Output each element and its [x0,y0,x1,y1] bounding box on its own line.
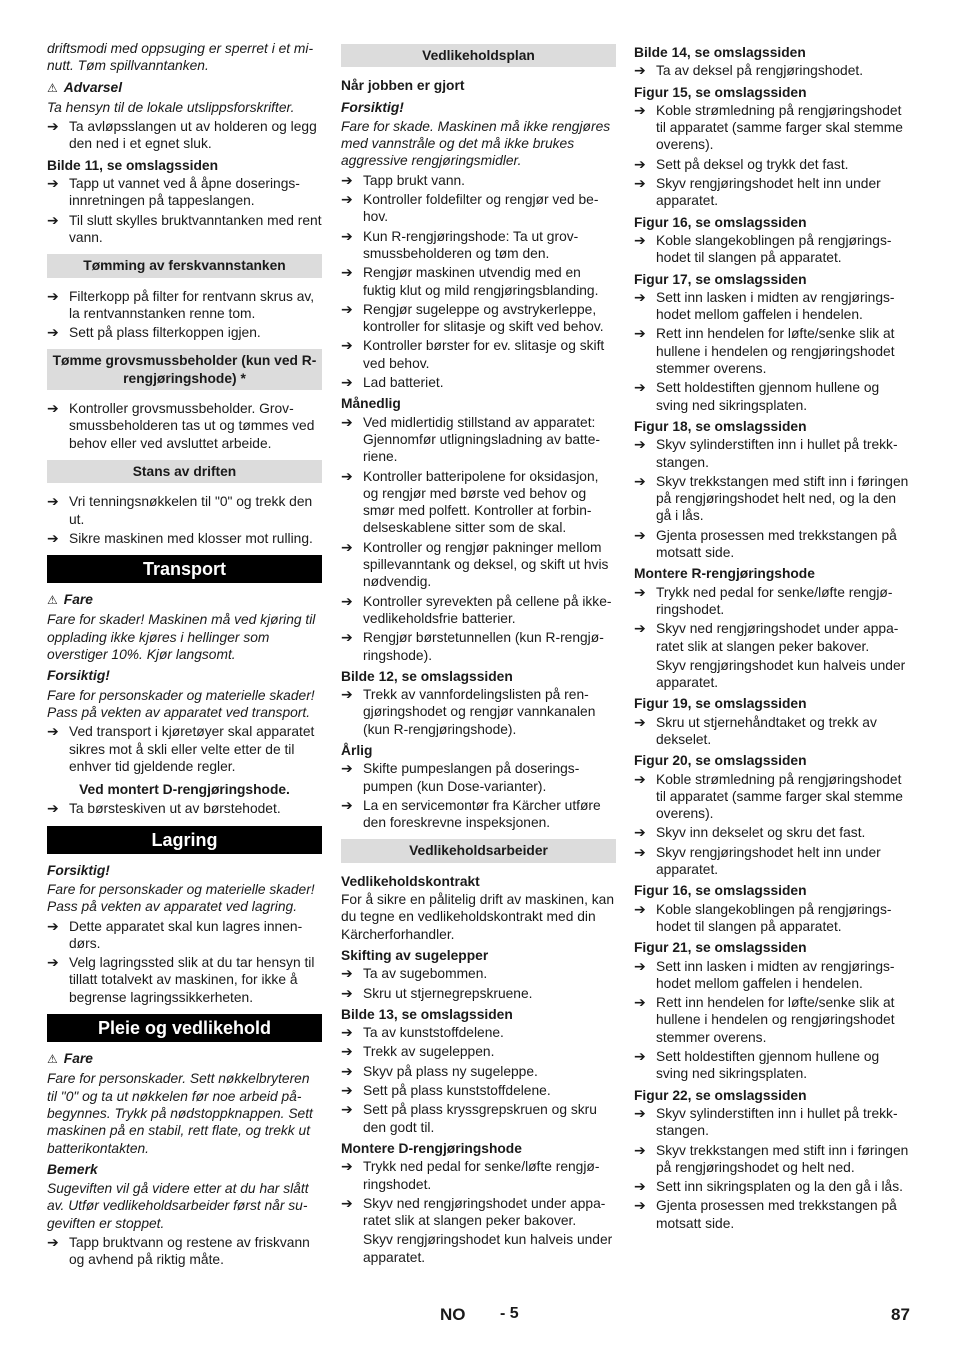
paragraph: Ta hensyn til de lokale utslippsforskrifter. [47,99,295,115]
arrow-right-icon: ➔ [341,760,353,777]
subheading: Månedlig [341,396,401,412]
arrow-right-icon: ➔ [634,994,646,1011]
subheading: Figur 16, se omslagssiden [634,214,807,230]
bullet-item [47,175,322,210]
bullet-item [634,62,909,79]
bullet-item [341,797,616,832]
paragraph: Fare for skader! Maskinen må ved kjøring til opplading ikke kjøres i hellinger som overstiger 10%. Kjør langsomt. [47,612,316,663]
bullet-text: Kontroller batteripolene for oksidasjon, og rengjør med børste ved behov og smør med polfett. Kontroller at forbindelseskablene sitter som de skal. [363,468,599,536]
bullet-item [634,1105,909,1140]
arrow-right-icon: ➔ [47,287,59,304]
bullet-item [47,1234,322,1269]
arrow-right-icon: ➔ [341,1024,353,1041]
arrow-right-icon: ➔ [634,231,646,248]
arrow-right-icon: ➔ [634,288,646,305]
bullet-item [341,1101,616,1136]
bullet-text: Trekk av vannfordelingslisten på rengjøringshodet og rengjør vannkanalen (kun R-rengjøringshode). [363,687,596,737]
arrow-right-icon: ➔ [634,583,646,600]
bullet-text: Kontroller syrevekten på cellene på ikke-vedlikeholdsfrie batterier. [363,593,612,626]
subheading: Ved montert D-rengjøringshode. [79,782,290,798]
bullet-item [341,1082,616,1099]
bullet-text: Sett holdestiften gjennom hullene og sving ned sikringsplaten. [656,380,880,413]
arrow-right-icon: ➔ [47,529,59,546]
arrow-right-icon: ➔ [634,713,646,730]
arrow-right-icon: ➔ [634,436,646,453]
bullet-item [341,1024,616,1041]
bullet-text: Til slutt skylles bruktvanntanken med rent vann. [69,212,322,245]
subheading: Figur 18, se omslagssiden [634,418,807,434]
arrow-right-icon: ➔ [634,1104,646,1121]
bullet-item [341,337,616,372]
bullet-text: Tapp brukt vann. [363,172,466,188]
bullet-text: Ved transport i kjøretøyer skal apparatet sikres mot å skli eller velte etter de til enhver tid gjeldende regler. [69,724,315,774]
bullet-item [341,1063,616,1080]
arrow-right-icon: ➔ [341,337,353,354]
subheading: Vedlikeholdskontrakt [341,873,480,889]
bullet-item [634,325,909,377]
warning-label [47,1050,322,1068]
bullet-item [634,714,909,749]
arrow-right-icon: ➔ [341,1043,353,1060]
bullet-text: Skyv rengjøringshodet helt inn under apparatet. [656,176,881,209]
arrow-right-icon: ➔ [634,824,646,841]
bullet-item [341,191,616,226]
arrow-right-icon: ➔ [634,620,646,637]
bullet-item [47,324,322,341]
paragraph: Fare for skade. Maskinen må ikke rengjøres med vannstråle og det må ikke brukes aggressive rengjøringsmidler. [341,118,611,169]
warning-text: Fare [63,592,93,608]
bullet-text: Ta av kunststoffdelene. [363,1025,504,1041]
bullet-item [341,468,616,537]
arrow-right-icon: ➔ [47,917,59,934]
bullet-text: Tapp bruktvann og restene av friskvann og avhend på riktig måte. [69,1235,310,1268]
bullet-item [634,473,909,525]
bullet-text: Sett holdestiften gjennom hullene og sving ned sikringsplaten. [656,1049,880,1082]
bullet-item [47,118,322,153]
bullet-item [634,771,909,823]
arrow-right-icon: ➔ [341,1101,353,1118]
arrow-right-icon: ➔ [634,101,646,118]
bullet-item [341,172,616,189]
bullet-text: Skifte pumpeslangen på doseringspumpen (kun Dose-varianter). [363,761,580,794]
bullet-item [634,824,909,841]
arrow-right-icon: ➔ [341,467,353,484]
subheading: Bilde 14, se omslagssiden [634,45,806,60]
caution-label: Forsiktig! [47,668,110,684]
subheading: Montere R-rengjøringshode [634,566,815,582]
arrow-right-icon: ➔ [341,300,353,317]
arrow-right-icon: ➔ [341,1194,353,1211]
bullet-text: Ta av sugebommen. [363,966,488,982]
bullet-item [47,800,322,817]
bullet-item [634,584,909,619]
bullet-text: Ta børsteskiven ut av børstehodet. [69,801,281,817]
bullet-item [47,212,322,247]
footer-local-page: - 5 [500,1305,519,1322]
warning-label [47,79,322,97]
indented-note: Skyv rengjøringshodet kun halveis under apparatet. [656,657,906,691]
bullet-text: Rett inn hendelen for løfte/senke slik at hullene i hendelen og rengjøringshodet stemmer overens. [656,326,895,377]
arrow-right-icon: ➔ [634,1048,646,1065]
bullet-item [634,102,909,154]
caution-label: Forsiktig! [47,862,110,878]
bullet-text: Sett på plass kryssgrepskruen og skru den godt til. [363,1102,597,1135]
bullet-item [634,232,909,267]
paragraph: Fare for personskader. Sett nøkkelbryteren til "0" og ta ut nøkkelen før noe arbeid påbegynnes. Trykk på nødstoppknappen. Sett maskinen på en stabil, rett flate, og trekk ut batterikontakten. [47,1071,313,1156]
warning-triangle-icon: ⚠ [47,80,58,95]
warning-text: Advarsel [63,79,123,95]
arrow-right-icon: ➔ [47,400,59,417]
bullet-text: Skyv ned rengjøringshodet under apparatet slik at slangen peker bakover. [363,1195,606,1229]
bullet-text: Ved midlertidig stillstand av apparatet: Gjennomfør utligningsladning av batteriene. [363,414,600,465]
subheading: Figur 19, se omslagssiden [634,696,807,712]
bullet-item [341,1158,616,1193]
bullet-item [47,400,322,452]
bullet-text: Skyv trekkstangen med stift inn i føringen på rengjøringshodet og helt ned. [656,1142,909,1175]
bullet-item [341,301,616,336]
caution-label: Forsiktig! [341,99,404,115]
arrow-right-icon: ➔ [634,379,646,396]
paragraph: Fare for personskader og materielle skader! Pass på vekten av apparatet ved lagring. [47,881,315,915]
bullet-text: Filterkopp på filter for rentvann skrus av, la rentvannstanken renne tom. [69,288,315,321]
bullet-text: Sett på plass kunststoffdelene. [363,1083,551,1099]
subheading: Figur 21, se omslagssiden [634,940,807,956]
bullet-text: Kontroller børster for ev. slitasje og skift ved behov. [363,338,605,371]
bullet-item [341,629,616,664]
paragraph: Fare for personskader og materielle skader! Pass på vekten av apparatet ved transport. [47,687,315,720]
bullet-item [634,994,909,1046]
arrow-right-icon: ➔ [47,324,59,341]
bullet-item [341,965,616,982]
arrow-right-icon: ➔ [634,325,646,342]
bullet-item [634,1048,909,1083]
bullet-item [634,1142,909,1177]
paragraph: For å sikre en pålitelig drift av maskinen, kan du tegne en vedlikeholdskontrakt med din Kärcherforhandler. [341,892,614,942]
bullet-text: Kun R-rengjøringshode: Ta ut grovsmussbeholderen og tøm den. [363,228,579,261]
arrow-right-icon: ➔ [47,723,59,740]
warning-triangle-icon: ⚠ [47,1052,58,1067]
bullet-text: Tapp ut vannet ved å åpne doseringsinnretningen på tappeslangen. [69,176,300,209]
bullet-item [47,530,322,547]
bullet-text: Sett på deksel og trykk det fast. [656,156,849,172]
bullet-text: Skyv trekkstangen med stift inn i føringen på rengjøringshodet helt ned, og la den gå i lås. [656,473,909,524]
bullet-text: Rengjør børstetunnellen (kun R-rengjøringshode). [363,630,604,663]
bullet-item [341,1043,616,1060]
bullet-item [634,620,909,655]
bullet-item [634,901,909,936]
arrow-right-icon: ➔ [341,264,353,281]
arrow-right-icon: ➔ [47,800,59,817]
column-right [634,40,909,1234]
subheading: Figur 16, se omslagssiden [634,883,807,899]
bullet-text: Lad batteriet. [363,375,444,391]
bullet-item [341,760,616,795]
column-middle [341,40,616,1268]
arrow-right-icon: ➔ [634,1178,646,1195]
bullet-item [341,1195,616,1230]
column-left [47,40,322,1271]
bullet-text: Skyv sylinderstiften inn i hullet på trekkstangen. [656,1105,898,1139]
bullet-item [341,228,616,263]
bullet-text: Sett på plass filterkoppen igjen. [69,325,261,341]
bullet-item [341,593,616,628]
subheading: Figur 22, se omslagssiden [634,1087,807,1103]
bullet-text: Gjenta prosessen med trekkstangen på motsatt side. [656,1198,897,1231]
bullet-text: Rett inn hendelen for løfte/senke slik at hullene i hendelen og rengjøringshodet stemmer overens. [656,995,895,1045]
bullet-item [341,686,616,738]
paragraph: Sugeviften vil gå videre etter at du har slått av. Utfør vedlikeholdsarbeider først når sugeviften er stoppet. [47,1181,309,1231]
bullet-item [634,289,909,324]
bullet-text: Ta av deksel på rengjøringshodet. [656,63,864,79]
arrow-right-icon: ➔ [341,629,353,646]
arrow-right-icon: ➔ [634,526,646,543]
chapter-heading: Transport [47,555,322,583]
bullet-text: Rengjør maskinen utvendig med en fuktig klut og mild rengjøringsblanding. [363,265,599,298]
warning-triangle-icon: ⚠ [47,593,58,608]
bullet-text: Skyv inn dekselet og skru det fast. [656,825,866,841]
bullet-item [47,723,322,775]
bullet-text: Trekk av sugeleppen. [363,1044,495,1060]
bullet-text: Vri tenningsnøkkelen til "0" og trekk den ut. [69,494,313,527]
bullet-item [634,156,909,173]
caution-label: Bemerk [47,1161,98,1177]
bullet-text: Sett inn lasken i midten av rengjøringshodet mellom gaffelen i hendelen. [656,958,895,991]
arrow-right-icon: ➔ [634,1197,646,1214]
bullet-item [634,958,909,993]
bullet-item [341,264,616,299]
bullet-text: Skyv sylinderstiften inn i hullet på trekkstangen. [656,437,898,470]
section-heading: Vedlikeholdsplan [341,44,616,67]
subheading: Årlig [341,742,373,758]
arrow-right-icon: ➔ [341,171,353,188]
arrow-right-icon: ➔ [341,1062,353,1079]
section-heading: Vedlikeholdsarbeider [341,839,616,862]
bullet-text: Ta avløpsslangen ut av holderen og legg den ned i et egnet sluk. [69,119,317,152]
arrow-right-icon: ➔ [634,957,646,974]
arrow-right-icon: ➔ [47,1234,59,1251]
bullet-text: Trykk ned pedal for senke/løfte rengjøringshodet. [363,1159,600,1192]
arrow-right-icon: ➔ [634,1141,646,1158]
arrow-right-icon: ➔ [634,900,646,917]
arrow-right-icon: ➔ [341,796,353,813]
subheading: Figur 15, se omslagssiden [634,84,807,100]
bullet-item [634,1178,909,1195]
warning-text: Fare [63,1051,93,1067]
chapter-heading: Pleie og vedlikehold [47,1014,322,1042]
arrow-right-icon: ➔ [634,62,646,79]
subheading: Bilde 13, se omslagssiden [341,1006,513,1022]
subheading: Figur 17, se omslagssiden [634,271,807,287]
bullet-text: Skru ut stjernegrepskruene. [363,985,533,1001]
arrow-right-icon: ➔ [47,118,59,135]
bullet-text: Trykk ned pedal for senke/løfte rengjøringshodet. [656,584,893,617]
bullet-item [634,844,909,879]
chapter-heading: Lagring [47,826,322,854]
paragraph: driftsmodi med oppsuging er sperret i et minutt. Tøm spillvanntanken. [47,41,314,74]
arrow-right-icon: ➔ [634,175,646,192]
arrow-right-icon: ➔ [47,493,59,510]
bullet-item [634,379,909,414]
bullet-text: Velg lagringssted slik at du tar hensyn til tillatt totalvekt av maskinen, for ikke å begrense lagringssikkerheten. [69,955,315,1005]
arrow-right-icon: ➔ [634,770,646,787]
arrow-right-icon: ➔ [341,1082,353,1099]
bullet-item [341,539,616,591]
bullet-text: Sett inn lasken i midten av rengjøringshodet mellom gaffelen i hendelen. [656,289,895,323]
arrow-right-icon: ➔ [341,538,353,555]
bullet-item [47,954,322,1006]
subheading: Bilde 12, se omslagssiden [341,668,513,684]
subheading: Figur 20, se omslagssiden [634,753,807,769]
subheading: Bilde 11, se omslagssiden [47,157,219,173]
arrow-right-icon: ➔ [341,1158,353,1175]
bullet-text: Koble strømledning på rengjøringshodet til apparatet (samme farger skal stemme overens). [656,102,903,153]
bullet-text: Kontroller grovsmussbeholder. Grovsmussbeholderen tas ut og tømmes ved behov eller ved avsluttet arbeide. [69,401,315,451]
bullet-item [634,1197,909,1232]
bullet-item [341,985,616,1002]
bullet-text: Dette apparatet skal kun lagres innendørs. [69,918,303,951]
arrow-right-icon: ➔ [341,227,353,244]
bullet-text: Rengjør sugeleppe og avstrykerleppe, kontroller for slitasje og skift ved behov. [363,301,604,335]
section-heading: Tømming av ferskvannstanken [47,254,322,277]
indented-note: Skyv rengjøringshodet kun halveis under apparatet. [363,1232,613,1265]
arrow-right-icon: ➔ [341,413,353,430]
footer-language: NO [440,1305,466,1324]
arrow-right-icon: ➔ [634,472,646,489]
arrow-right-icon: ➔ [341,592,353,609]
bullet-item [634,436,909,471]
bullet-text: Gjenta prosessen med trekkstangen på motsatt side. [656,527,897,561]
bullet-text: Skyv rengjøringshodet helt inn under apparatet. [656,844,881,878]
bullet-text: Skyv på plass ny sugeleppe. [363,1063,538,1079]
bullet-item [47,493,322,528]
bullet-text: Sett inn sikringsplaten og la den gå i lås. [656,1179,903,1195]
section-heading: Stans av driften [47,460,322,483]
bullet-text: La en servicemontør fra Kärcher utføre den foreskrevne inspeksjonen. [363,797,601,831]
subheading: Skifting av sugelepper [341,947,489,963]
arrow-right-icon: ➔ [47,954,59,971]
bullet-item [47,288,322,323]
bullet-item [634,175,909,210]
warning-label [47,591,322,609]
bullet-text: Koble strømledning på rengjøringshodet til apparatet (samme farger skal stemme overens). [656,771,903,822]
arrow-right-icon: ➔ [634,843,646,860]
arrow-right-icon: ➔ [341,686,353,703]
bullet-text: Skyv ned rengjøringshodet under apparatet slik at slangen peker bakover. [656,621,899,654]
subheading: Montere D-rengjøringshode [341,1140,522,1156]
section-heading: Tømme grovsmussbeholder (kun ved R-rengjøringshode) * [47,349,322,390]
bullet-item [341,374,616,391]
arrow-right-icon: ➔ [341,965,353,982]
bullet-text: Koble slangekoblingen på rengjøringshodet til slangen på apparatet. [656,901,892,934]
arrow-right-icon: ➔ [341,984,353,1001]
arrow-right-icon: ➔ [341,374,353,391]
subheading: Når jobben er gjort [341,78,465,94]
bullet-text: Kontroller foldefilter og rengjør ved behov. [363,192,599,225]
bullet-item [341,414,616,466]
bullet-item [47,918,322,953]
bullet-item [634,527,909,562]
arrow-right-icon: ➔ [634,155,646,172]
bullet-text: Kontroller og rengjør pakninger mellom spillevanntank og deksel, og skift ut hvis nødvendig. [363,539,609,590]
bullet-text: Sikre maskinen med klosser mot rulling. [69,530,313,546]
bullet-text: Skru ut stjernehåndtaket og trekk av dekselet. [656,714,877,747]
footer-page-number: 87 [891,1305,910,1324]
arrow-right-icon: ➔ [341,191,353,208]
arrow-right-icon: ➔ [47,175,59,192]
bullet-text: Koble slangekoblingen på rengjøringshodet til slangen på apparatet. [656,232,892,266]
arrow-right-icon: ➔ [47,211,59,228]
